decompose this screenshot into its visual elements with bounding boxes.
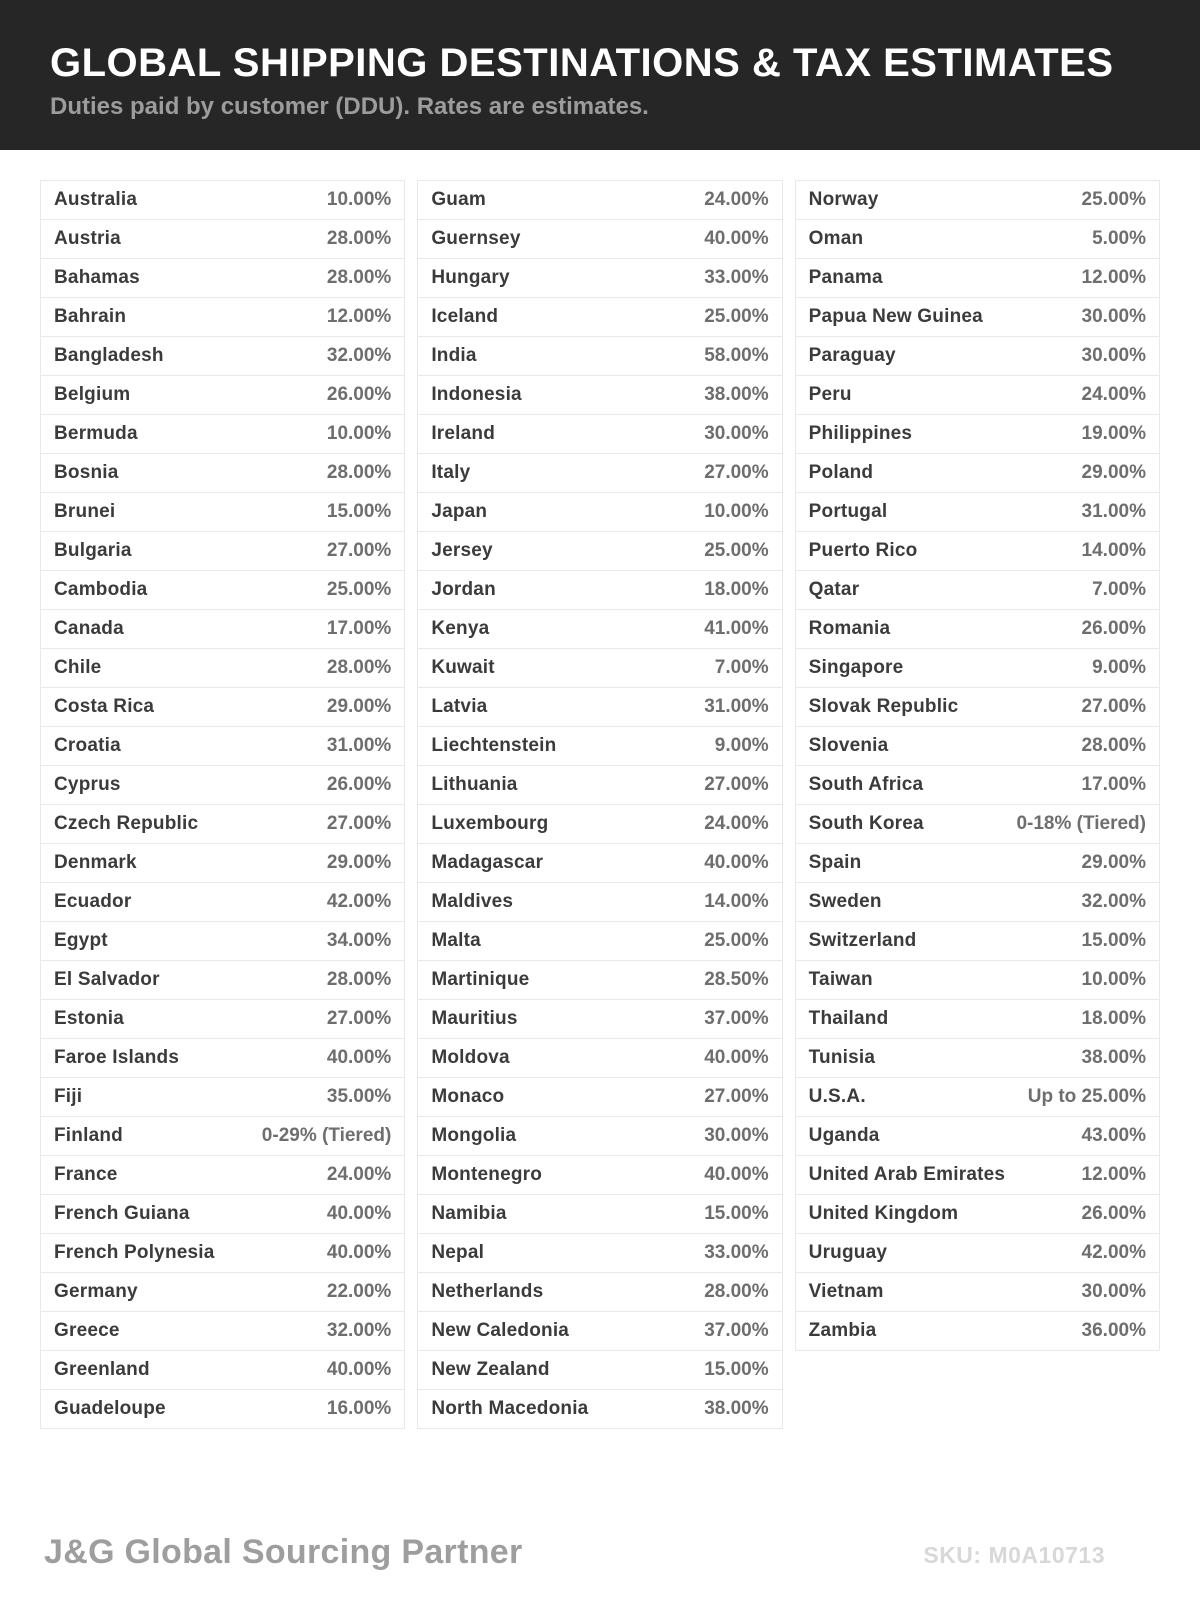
country-name: Bangladesh [54, 345, 164, 366]
table-row [795, 531, 1160, 571]
country-name: Philippines [808, 423, 913, 444]
footer [0, 1533, 1200, 1572]
country-name: Moldova [431, 1047, 510, 1068]
table-row [40, 219, 405, 259]
country-name: Zambia [808, 1320, 877, 1341]
country-name: Guam [431, 189, 486, 210]
tax-rate-value: 40.00% [704, 1047, 769, 1068]
tax-rate-value: 29.00% [1081, 852, 1146, 873]
tax-rate-value: 27.00% [704, 774, 769, 795]
country-name: Nepal [431, 1242, 485, 1263]
country-name: Guadeloupe [54, 1398, 166, 1419]
sku-label: SKU: M0A10713 [923, 1542, 1105, 1568]
tax-rate-value: 24.00% [1081, 384, 1146, 405]
tax-rate-value: 38.00% [1081, 1047, 1146, 1068]
tax-rate-value: 30.00% [1081, 306, 1146, 327]
tax-rate-value: 27.00% [326, 1008, 392, 1029]
country-name: Singapore [808, 657, 904, 678]
tax-rate-value: 17.00% [1081, 774, 1146, 795]
country-name: Peru [808, 384, 852, 405]
table-row [795, 609, 1160, 649]
rates-table [0, 150, 1200, 1429]
table-row [795, 921, 1160, 961]
country-name: Austria [54, 228, 121, 249]
country-name: Puerto Rico [808, 540, 918, 561]
country-name: Luxembourg [431, 813, 549, 834]
country-name: Kuwait [431, 657, 495, 678]
page-subtitle: Duties paid by customer (DDU). Rates are estimates. [50, 93, 649, 120]
country-name: Panama [808, 267, 883, 288]
country-name: Fiji [54, 1086, 83, 1107]
tax-rate-value: 28.00% [326, 657, 392, 678]
country-name: Italy [431, 462, 471, 483]
table-row [40, 297, 405, 337]
table-row [417, 1311, 782, 1351]
table-row [417, 648, 782, 688]
tax-rate-value: 28.00% [704, 1281, 769, 1302]
tax-rate-value: 26.00% [1081, 618, 1146, 639]
country-name: North Macedonia [431, 1398, 589, 1419]
tax-rate-value: 5.00% [1092, 228, 1146, 249]
country-name: South Africa [808, 774, 924, 795]
table-row [795, 1311, 1160, 1351]
tax-rate-value: 28.00% [326, 462, 392, 483]
table-row [417, 1272, 782, 1312]
table-row [795, 999, 1160, 1039]
country-name: Romania [808, 618, 891, 639]
country-name: Indonesia [431, 384, 522, 405]
tax-rate-value: 0-18% (Tiered) [1016, 813, 1146, 834]
header-banner [0, 0, 1200, 150]
table-row [795, 1038, 1160, 1078]
table-row [795, 219, 1160, 259]
table-row [40, 882, 405, 922]
tax-rate-value: 7.00% [714, 657, 769, 678]
tax-rate-value: 32.00% [326, 1320, 392, 1341]
tax-rate-value: 12.00% [1081, 1164, 1146, 1185]
table-row [40, 1233, 405, 1273]
table-row [417, 531, 782, 571]
country-name: Sweden [808, 891, 882, 912]
country-name: Tunisia [808, 1047, 876, 1068]
tax-rate-value: 16.00% [326, 1398, 392, 1419]
table-row [795, 726, 1160, 766]
tax-rate-value: 42.00% [1081, 1242, 1146, 1263]
tax-rate-value: 10.00% [326, 189, 392, 210]
country-name: El Salvador [54, 969, 160, 990]
table-row [795, 570, 1160, 610]
country-name: Thailand [808, 1008, 889, 1029]
table-row [417, 336, 782, 376]
country-name: Guernsey [431, 228, 521, 249]
table-row [417, 765, 782, 805]
table-row [795, 414, 1160, 454]
country-name: Qatar [808, 579, 860, 600]
rates-column-2 [417, 180, 782, 1429]
country-name: Namibia [431, 1203, 507, 1224]
tax-rate-value: 27.00% [704, 1086, 769, 1107]
country-name: Brunei [54, 501, 116, 522]
country-name: Greece [54, 1320, 120, 1341]
tax-rate-value: 29.00% [326, 696, 392, 717]
table-row [795, 297, 1160, 337]
tax-rate-value: 26.00% [1081, 1203, 1146, 1224]
table-row [417, 1194, 782, 1234]
country-name: Bermuda [54, 423, 138, 444]
tax-rate-value: 25.00% [704, 540, 769, 561]
tax-rate-value: 10.00% [326, 423, 392, 444]
country-name: Lithuania [431, 774, 518, 795]
tax-rate-value: 10.00% [704, 501, 769, 522]
tax-rate-value: 30.00% [1081, 345, 1146, 366]
tax-rate-value: 14.00% [1081, 540, 1146, 561]
tax-rate-value: 29.00% [1081, 462, 1146, 483]
country-name: French Guiana [54, 1203, 190, 1224]
country-name: Croatia [54, 735, 121, 756]
tax-rate-value: 26.00% [326, 774, 392, 795]
table-row [417, 921, 782, 961]
table-row [40, 1194, 405, 1234]
tax-rate-value: 24.00% [326, 1164, 392, 1185]
table-row [795, 492, 1160, 532]
table-row [40, 648, 405, 688]
tax-rate-value: 12.00% [1081, 267, 1146, 288]
table-row [417, 609, 782, 649]
tax-rate-value: 9.00% [1092, 657, 1146, 678]
brand-name: J&G Global Sourcing Partner [44, 1533, 523, 1571]
tax-rate-value: 25.00% [1081, 189, 1146, 210]
country-name: Spain [808, 852, 862, 873]
country-name: United Kingdom [808, 1203, 959, 1224]
table-row [40, 375, 405, 415]
table-row [417, 492, 782, 532]
tax-rate-value: 40.00% [704, 852, 769, 873]
tax-rate-value: 15.00% [704, 1203, 769, 1224]
tax-rate-value: 18.00% [704, 579, 769, 600]
country-name: Norway [808, 189, 879, 210]
tax-rate-value: 30.00% [1081, 1281, 1146, 1302]
country-name: Denmark [54, 852, 137, 873]
tax-rate-value: 31.00% [1081, 501, 1146, 522]
page-title: GLOBAL SHIPPING DESTINATIONS & TAX ESTIMATES [50, 41, 1114, 85]
tax-rate-value: 40.00% [326, 1203, 392, 1224]
table-row [40, 1389, 405, 1429]
tax-rate-value: 40.00% [704, 1164, 769, 1185]
country-name: Montenegro [431, 1164, 543, 1185]
country-name: Cambodia [54, 579, 148, 600]
table-row [40, 960, 405, 1000]
country-name: Poland [808, 462, 874, 483]
table-row [795, 648, 1160, 688]
tax-rate-value: 15.00% [1081, 930, 1146, 951]
table-row [417, 297, 782, 337]
table-row [417, 1350, 782, 1390]
table-row [417, 453, 782, 493]
tax-rate-value: 34.00% [326, 930, 392, 951]
country-name: Chile [54, 657, 102, 678]
country-name: Vietnam [808, 1281, 884, 1302]
country-name: Belgium [54, 384, 131, 405]
table-row [795, 960, 1160, 1000]
table-row [795, 804, 1160, 844]
tax-rate-value: 28.50% [704, 969, 769, 990]
table-row [417, 726, 782, 766]
tax-rate-value: 32.00% [1081, 891, 1146, 912]
country-name: U.S.A. [808, 1086, 866, 1107]
table-row [40, 1311, 405, 1351]
table-row [417, 375, 782, 415]
table-row [795, 687, 1160, 727]
table-row [795, 1077, 1160, 1117]
table-row [40, 1155, 405, 1195]
tax-rate-value: 58.00% [704, 345, 769, 366]
country-name: Liechtenstein [431, 735, 557, 756]
country-name: Estonia [54, 1008, 125, 1029]
tax-rate-value: 40.00% [326, 1047, 392, 1068]
country-name: Monaco [431, 1086, 505, 1107]
country-name: Latvia [431, 696, 488, 717]
tax-rate-value: 38.00% [704, 384, 769, 405]
tax-rate-value: 9.00% [714, 735, 769, 756]
table-row [795, 1155, 1160, 1195]
table-row [40, 921, 405, 961]
table-row [417, 687, 782, 727]
country-name: Australia [54, 189, 138, 210]
country-name: Finland [54, 1125, 123, 1146]
tax-rate-value: 10.00% [1081, 969, 1146, 990]
table-row [40, 843, 405, 883]
country-name: Bahamas [54, 267, 140, 288]
table-row [795, 1116, 1160, 1156]
tax-rate-value: 28.00% [326, 228, 392, 249]
table-row [795, 1272, 1160, 1312]
country-name: Slovak Republic [808, 696, 959, 717]
tax-rate-value: 17.00% [326, 618, 392, 639]
tax-rate-value: 33.00% [704, 267, 769, 288]
table-row [417, 180, 782, 220]
tax-rate-value: 25.00% [704, 930, 769, 951]
tax-rate-value: 30.00% [704, 1125, 769, 1146]
country-name: France [54, 1164, 118, 1185]
country-name: New Caledonia [431, 1320, 570, 1341]
country-name: Martinique [431, 969, 530, 990]
tax-rate-value: 43.00% [1081, 1125, 1146, 1146]
table-row [795, 843, 1160, 883]
country-name: Uruguay [808, 1242, 888, 1263]
table-row [417, 219, 782, 259]
country-name: Mauritius [431, 1008, 518, 1029]
country-name: South Korea [808, 813, 924, 834]
table-row [40, 1272, 405, 1312]
tax-rate-value: 24.00% [704, 813, 769, 834]
tax-rate-value: 31.00% [326, 735, 392, 756]
tax-rate-value: 40.00% [326, 1242, 392, 1263]
country-name: Maldives [431, 891, 514, 912]
tax-rate-value: Up to 25.00% [1027, 1086, 1146, 1107]
tax-rate-value: 15.00% [326, 501, 392, 522]
tax-rate-value: 18.00% [1081, 1008, 1146, 1029]
tax-rate-value: 41.00% [704, 618, 769, 639]
tax-rate-value: 28.00% [1081, 735, 1146, 756]
table-row [795, 1194, 1160, 1234]
table-row [417, 1389, 782, 1429]
country-name: Hungary [431, 267, 510, 288]
table-row [417, 1077, 782, 1117]
table-row [795, 1233, 1160, 1273]
table-row [795, 882, 1160, 922]
tax-rate-value: 26.00% [326, 384, 392, 405]
tax-rate-value: 28.00% [326, 969, 392, 990]
table-row [40, 726, 405, 766]
table-row [417, 258, 782, 298]
country-name: Jordan [431, 579, 496, 600]
table-row [40, 414, 405, 454]
table-row [40, 570, 405, 610]
table-row [417, 1155, 782, 1195]
table-row [417, 414, 782, 454]
table-row [40, 1077, 405, 1117]
tax-rate-value: 40.00% [326, 1359, 392, 1380]
table-row [40, 453, 405, 493]
tax-rate-value: 42.00% [326, 891, 392, 912]
table-row [40, 687, 405, 727]
tax-rate-value: 27.00% [1081, 696, 1146, 717]
country-name: Slovenia [808, 735, 889, 756]
tax-rate-value: 33.00% [704, 1242, 769, 1263]
table-row [40, 765, 405, 805]
tax-rate-value: 38.00% [704, 1398, 769, 1419]
country-name: Madagascar [431, 852, 544, 873]
country-name: French Polynesia [54, 1242, 215, 1263]
table-row [40, 258, 405, 298]
country-name: Greenland [54, 1359, 150, 1380]
table-row [417, 1116, 782, 1156]
table-row [40, 804, 405, 844]
tax-rate-value: 0-29% (Tiered) [261, 1125, 392, 1146]
table-row [417, 843, 782, 883]
tax-rate-value: 36.00% [1081, 1320, 1146, 1341]
tax-rate-value: 37.00% [704, 1320, 769, 1341]
country-name: Kenya [431, 618, 490, 639]
tax-rate-value: 27.00% [704, 462, 769, 483]
tax-rate-value: 27.00% [326, 813, 392, 834]
tax-rate-value: 32.00% [326, 345, 392, 366]
table-row [40, 1116, 405, 1156]
table-row [417, 960, 782, 1000]
table-row [795, 258, 1160, 298]
tax-rate-value: 25.00% [326, 579, 392, 600]
tax-rate-value: 29.00% [326, 852, 392, 873]
country-name: Ecuador [54, 891, 132, 912]
country-name: Mongolia [431, 1125, 517, 1146]
country-name: Paraguay [808, 345, 896, 366]
tax-rate-value: 15.00% [704, 1359, 769, 1380]
tax-rate-value: 37.00% [704, 1008, 769, 1029]
table-row [40, 492, 405, 532]
tax-rate-value: 31.00% [704, 696, 769, 717]
table-row [417, 1038, 782, 1078]
country-name: Uganda [808, 1125, 880, 1146]
table-row [417, 804, 782, 844]
table-row [40, 531, 405, 571]
country-name: Oman [808, 228, 864, 249]
country-name: Iceland [431, 306, 499, 327]
tax-rate-value: 19.00% [1081, 423, 1146, 444]
rates-column-1 [40, 180, 405, 1429]
country-name: Costa Rica [54, 696, 155, 717]
country-name: Bahrain [54, 306, 127, 327]
table-row [40, 609, 405, 649]
table-row [40, 999, 405, 1039]
country-name: Netherlands [431, 1281, 544, 1302]
country-name: India [431, 345, 477, 366]
tax-rate-value: 12.00% [326, 306, 392, 327]
table-row [40, 180, 405, 220]
country-name: Taiwan [808, 969, 873, 990]
country-name: Czech Republic [54, 813, 199, 834]
country-name: Malta [431, 930, 481, 951]
tax-rate-value: 30.00% [704, 423, 769, 444]
table-row [417, 1233, 782, 1273]
table-row [795, 336, 1160, 376]
table-row [417, 999, 782, 1039]
table-row [417, 570, 782, 610]
country-name: Portugal [808, 501, 888, 522]
country-name: New Zealand [431, 1359, 550, 1380]
tax-rate-value: 22.00% [326, 1281, 392, 1302]
rates-column-3 [795, 180, 1160, 1351]
country-name: Bosnia [54, 462, 119, 483]
tax-rate-value: 40.00% [704, 228, 769, 249]
country-name: Switzerland [808, 930, 917, 951]
country-name: Ireland [431, 423, 496, 444]
country-name: Japan [431, 501, 488, 522]
tax-rate-value: 25.00% [704, 306, 769, 327]
country-name: Cyprus [54, 774, 121, 795]
country-name: Jersey [431, 540, 493, 561]
table-row [795, 453, 1160, 493]
country-name: Germany [54, 1281, 138, 1302]
table-row [40, 336, 405, 376]
country-name: Faroe Islands [54, 1047, 180, 1068]
tax-rate-value: 35.00% [326, 1086, 392, 1107]
country-name: United Arab Emirates [808, 1164, 1006, 1185]
table-row [417, 882, 782, 922]
table-row [795, 375, 1160, 415]
tax-rate-value: 28.00% [326, 267, 392, 288]
country-name: Canada [54, 618, 124, 639]
table-row [40, 1350, 405, 1390]
table-row [40, 1038, 405, 1078]
tax-rate-value: 14.00% [704, 891, 769, 912]
table-row [795, 180, 1160, 220]
country-name: Egypt [54, 930, 108, 951]
country-name: Bulgaria [54, 540, 132, 561]
country-name: Papua New Guinea [808, 306, 983, 327]
tax-rate-value: 27.00% [326, 540, 392, 561]
tax-rate-value: 7.00% [1092, 579, 1146, 600]
table-row [795, 765, 1160, 805]
tax-rate-value: 24.00% [704, 189, 769, 210]
